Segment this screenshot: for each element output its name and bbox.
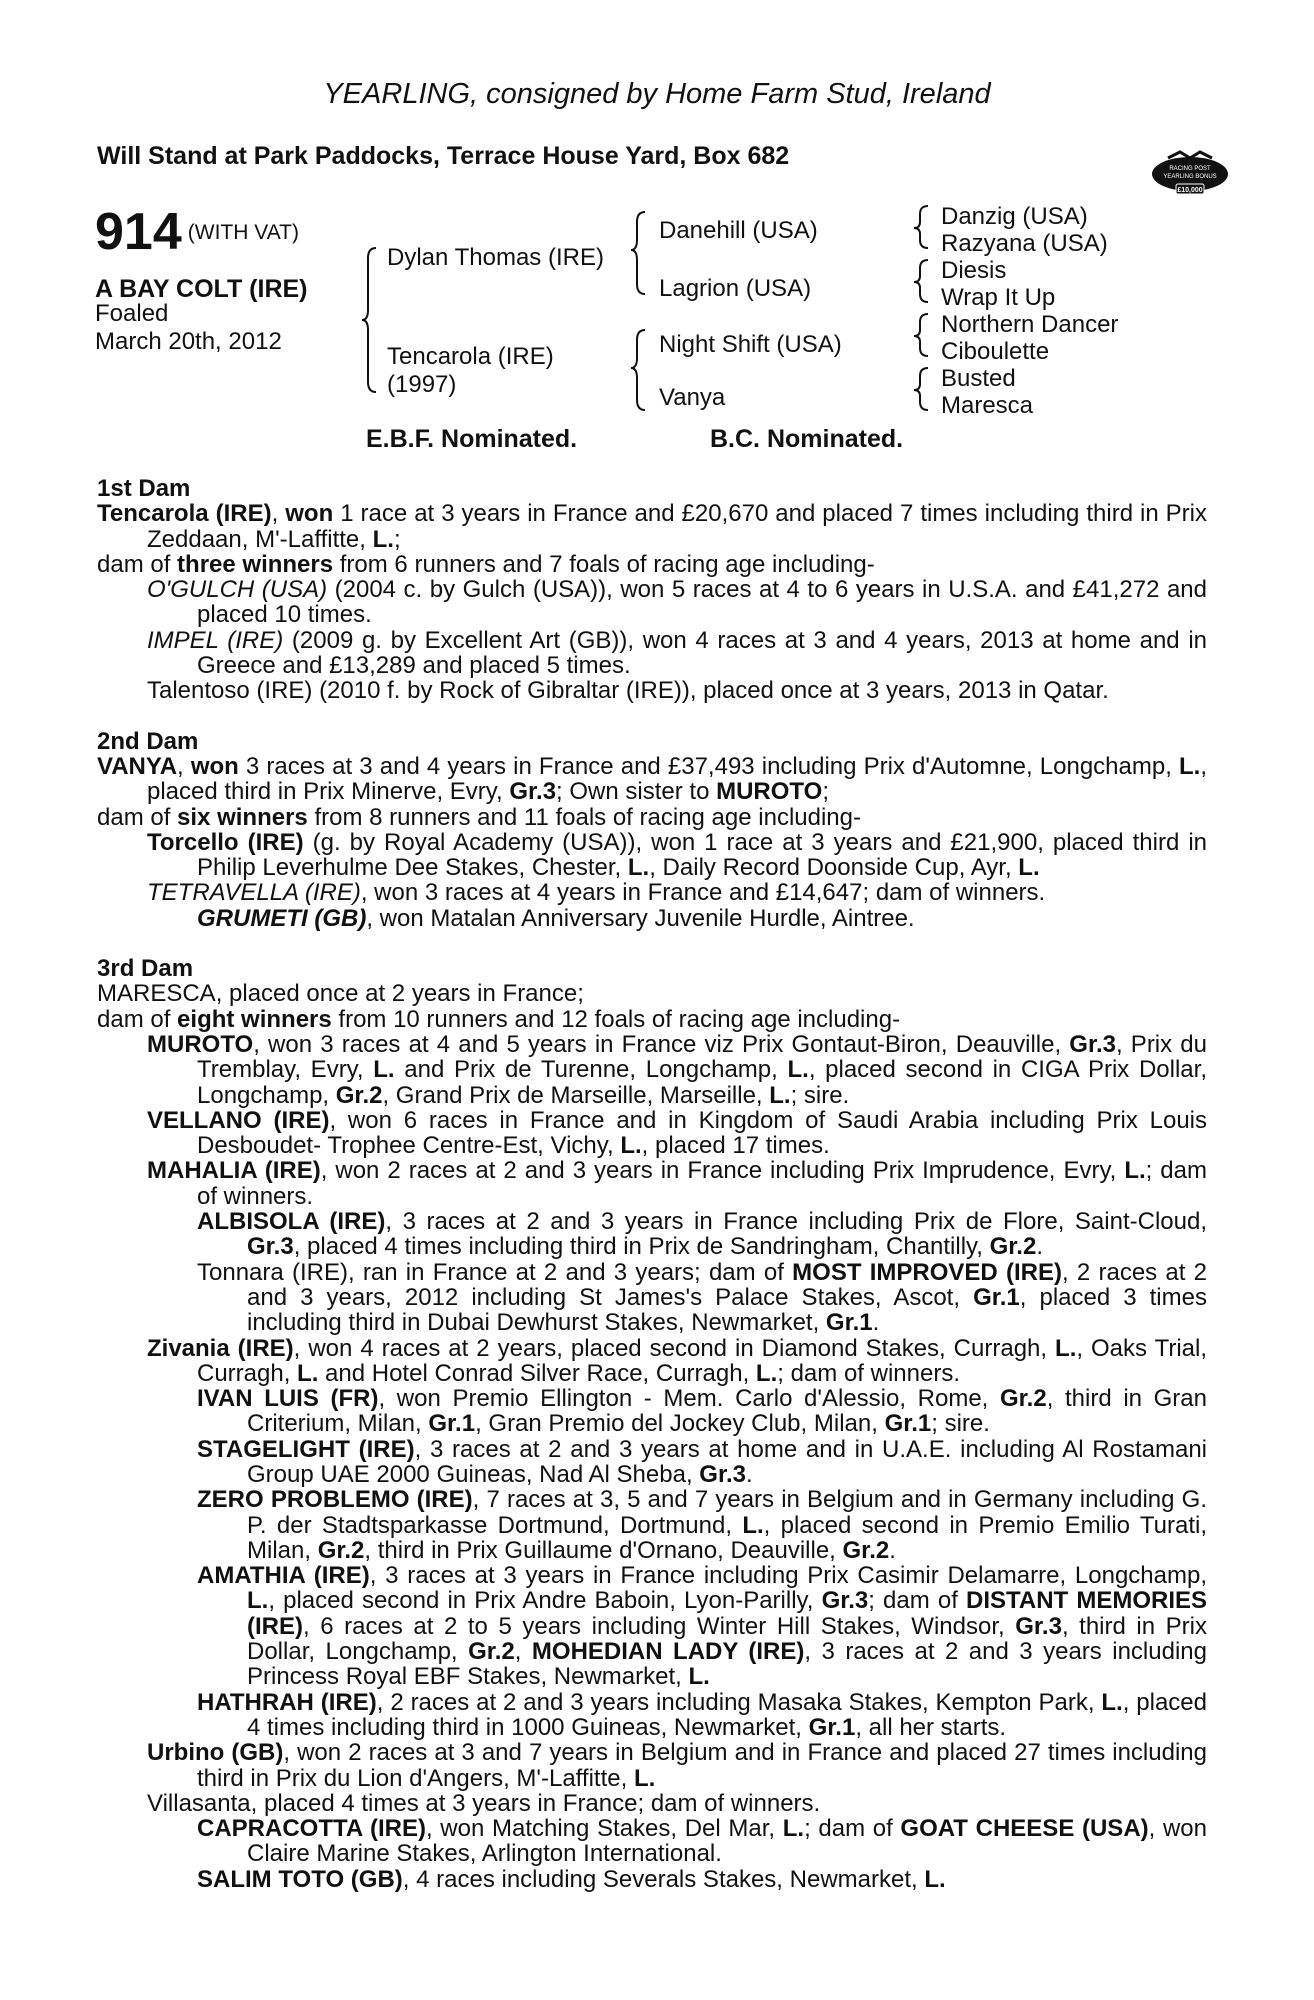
- dam-dam: Vanya: [659, 384, 726, 411]
- badge-mid: YEARLING BONUS: [1163, 174, 1217, 180]
- produce-urbino: Urbino (GB), won 2 races at 3 and 7 years in Belgium and in France and placed 27 times including third in Prix du Lion d'Angers, M'-Laffitte, L.: [147, 1739, 1207, 1792]
- dam: Tencarola (IRE): [387, 343, 554, 370]
- first-dam-heading: 1st Dam: [97, 475, 191, 502]
- ped-dsd: Ciboulette: [941, 338, 1050, 365]
- second-dam-entry: VANYA, won 3 races at 3 and 4 years in France and £37,493 including Prix d'Automne, Longchamp, L., placed third in Prix Minerve, Evry, Gr.3; Own sister to MUROTO;: [97, 752, 1207, 806]
- vat-note: (WITH VAT): [187, 221, 299, 244]
- catalogue-body: [97, 476, 1207, 1892]
- lot-description: A BAY COLT (IRE): [95, 275, 308, 303]
- badge-top: RACING POST: [1169, 166, 1211, 172]
- ped-dds: Busted: [941, 365, 1016, 392]
- third-dam-entry: MARESCA, placed once at 2 years in France;: [97, 980, 584, 1008]
- ped-sdd: Wrap It Up: [941, 284, 1056, 311]
- produce-mahalia: MAHALIA (IRE), won 2 races at 2 and 3 years in France including Prix Imprudence, Evry, L.; dam of winners.: [147, 1157, 1207, 1210]
- produce-torcello: Torcello (IRE) (g. by Royal Academy (USA)), won 1 race at 3 years and £21,900, placed third in Philip Leverhulme Dee Stakes, Chester, L., Daily Record Doonside Cup, Ayr, L.: [147, 828, 1208, 882]
- produce-villasanta: Villasanta, placed 4 times at 3 years in France; dam of winners.: [147, 1789, 821, 1817]
- foaled-date: Foaled March 20th, 2012: [95, 300, 282, 355]
- ebf-nominated: E.B.F. Nominated.: [366, 425, 578, 453]
- dam-year: (1997): [387, 371, 457, 398]
- ped-sds: Diesis: [941, 257, 1007, 284]
- dam-sire: Night Shift (USA): [659, 331, 842, 358]
- produce-ivan-luis: IVAN LUIS (FR), won Premio Ellington - Mem. Carlo d'Alessio, Rome, Gr.2, third in Gran Criterium, Milan, Gr.1, Gran Premio del Jockey Club, Milan, Gr.1; sire.: [197, 1385, 1207, 1438]
- pedigree-brackets: [0, 0, 1314, 440]
- badge-amount: £10,000: [1177, 187, 1203, 194]
- sire: Dylan Thomas (IRE): [387, 244, 604, 271]
- page-title: YEARLING, consigned by Home Farm Stud, Ireland: [323, 78, 991, 110]
- produce-amathia: AMATHIA (IRE), 3 races at 3 years in France including Prix Casimir Delamarre, Longchamp, L., placed second in Prix Andre Baboin, Lyon-Parilly, Gr.3; dam of DISTANT MEMORIES (IRE), 6 races at 2 to 5 years including Winter Hill Stakes, Windsor, Gr.3, third in Prix Dollar, Longchamp, Gr.2, MOHEDIAN LADY (IRE), 3 races at 2 and 3 years including Princess Royal EBF Stakes, Newmarket, L.: [197, 1562, 1208, 1691]
- produce-muroto: MUROTO, won 3 races at 4 and 5 years in France viz Prix Gontaut-Biron, Deauville, Gr.3, Prix du Tremblay, Evry, L. and Prix de Turenne, Longchamp, L., placed second in CIGA Prix Dollar, Longchamp, Gr.2, Grand Prix de Marseille, Marseille, L.; sire.: [147, 1030, 1207, 1109]
- ped-sss: Danzig (USA): [941, 203, 1088, 230]
- produce-capracotta: CAPRACOTTA (IRE), won Matching Stakes, Del Mar, L.; dam of GOAT CHEESE (USA), won Claire Marine Stakes, Arlington International.: [197, 1815, 1207, 1868]
- produce-talentoso: Talentoso (IRE) (2010 f. by Rock of Gibraltar (IRE)), placed once at 3 years, 2013 in Qatar.: [147, 677, 1109, 705]
- bc-nominated: B.C. Nominated.: [710, 425, 904, 453]
- sire-dam: Lagrion (USA): [659, 275, 812, 302]
- produce-tonnara: Tonnara (IRE), ran in France at 2 and 3 years; dam of MOST IMPROVED (IRE), 2 races at 2 and 3 years, 2012 including St James's Palace Stakes, Ascot, Gr.1, placed 3 times including third in Dubai Dewhurst Stakes, Newmarket, Gr.1.: [197, 1258, 1208, 1337]
- produce-vellano: VELLANO (IRE), won 6 races in France and in Kingdom of Saudi Arabia including Prix Louis Desboudet- Trophee Centre-Est, Vichy, L., placed 17 times.: [147, 1106, 1207, 1160]
- produce-ogulch: O'GULCH (USA) (2004 c. by Gulch (USA)), won 5 races at 4 to 6 years in U.S.A. and £41,272 and placed 10 times.: [147, 576, 1207, 629]
- ped-dss: Northern Dancer: [941, 311, 1119, 338]
- third-dam-produce: dam of eight winners from 10 runners and 12 foals of racing age including-: [97, 1005, 901, 1033]
- produce-stagelight: STAGELIGHT (IRE), 3 races at 2 and 3 years at home and in U.A.E. including Al Rostamani Group UAE 2000 Guineas, Nad Al Sheba, Gr.3.: [197, 1435, 1207, 1488]
- produce-grumeti: GRUMETI (GB), won Matalan Anniversary Juvenile Hurdle, Aintree.: [197, 904, 915, 932]
- first-dam-entry: Tencarola (IRE), won 1 race at 3 years in France and £20,670 and placed 7 times including third in Prix Zeddaan, M'-Laffitte, L.;: [97, 500, 1208, 553]
- produce-zero-problemo: ZERO PROBLEMO (IRE), 7 races at 3, 5 and 7 years in Belgium and in Germany including G. P. der Stadtsparkasse Dortmund, Dortmund, L., placed second in Premio Emilio Turati, Milan, Gr.2, third in Prix Guillaume d'Ornano, Deauville, Gr.2.: [197, 1486, 1207, 1564]
- produce-hathrah: HATHRAH (IRE), 2 races at 2 and 3 years including Masaka Stakes, Kempton Park, L., placed 4 times including third in 1000 Guineas, Newmarket, Gr.1, all her starts.: [197, 1688, 1208, 1741]
- produce-salim-toto: SALIM TOTO (GB), 4 races including Severals Stakes, Newmarket, L.: [197, 1865, 946, 1893]
- produce-zivania: Zivania (IRE), won 4 races at 2 years, placed second in Diamond Stakes, Curragh, L., Oaks Trial, Curragh, L. and Hotel Conrad Silver Race, Curragh, L.; dam of winners.: [147, 1334, 1208, 1387]
- ped-ssd: Razyana (USA): [941, 230, 1108, 257]
- produce-impel: IMPEL (IRE) (2009 g. by Excellent Art (GB)), won 4 races at 3 and 4 years, 2013 at home and in Greece and £13,289 and placed 5 times.: [147, 626, 1207, 680]
- second-dam-produce: dam of six winners from 8 runners and 11 foals of racing age including-: [97, 803, 861, 831]
- second-dam-heading: 2nd Dam: [97, 727, 199, 755]
- stand-location: Will Stand at Park Paddocks, Terrace House Yard, Box 682: [97, 142, 790, 170]
- lot-number: 914 (WITH VAT): [95, 203, 299, 261]
- produce-albisola: ALBISOLA (IRE), 3 races at 2 and 3 years in France including Prix de Flore, Saint-Cloud, Gr.3, placed 4 times including third in Prix de Sandringham, Chantilly, Gr.2.: [197, 1208, 1207, 1261]
- sire-sire: Danehill (USA): [659, 217, 818, 244]
- first-dam-produce: dam of three winners from 6 runners and 7 foals of racing age including-: [97, 550, 875, 578]
- ped-ddd: Maresca: [941, 392, 1034, 419]
- produce-tetravella: TETRAVELLA (IRE), won 3 races at 4 years in France and £14,647; dam of winners.: [147, 879, 1046, 907]
- third-dam-heading: 3rd Dam: [97, 955, 194, 983]
